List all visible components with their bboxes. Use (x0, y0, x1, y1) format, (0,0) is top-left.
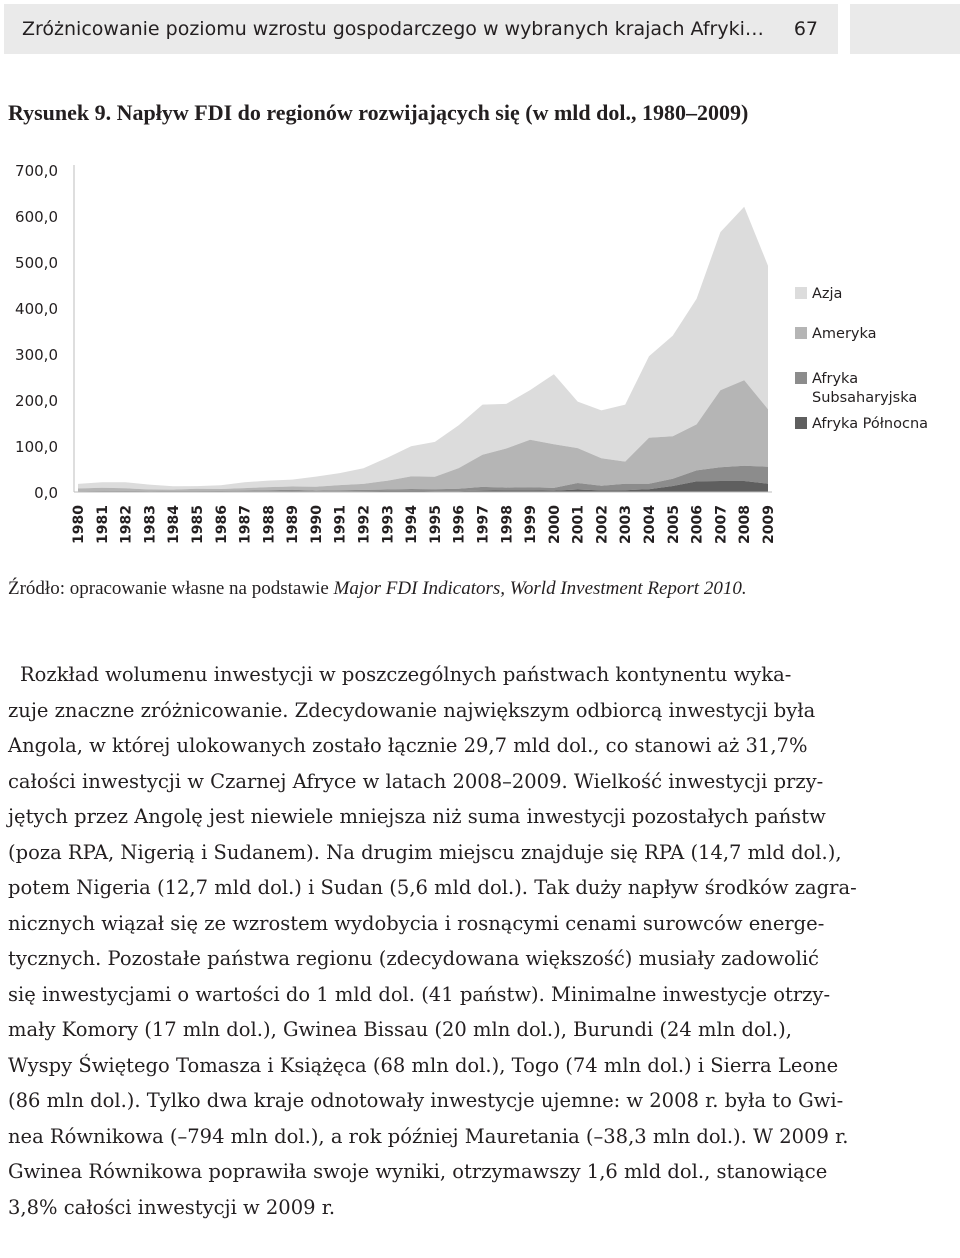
figure-source (8, 578, 747, 600)
y-tick-label: 700,0 (15, 162, 58, 180)
header-decoration (850, 4, 960, 54)
legend-label: Ameryka (812, 326, 877, 342)
x-tick-label: 1995 (427, 505, 444, 544)
paragraph-text (8, 657, 952, 1225)
y-tick-label: 300,0 (15, 346, 58, 364)
legend-swatch (795, 327, 807, 339)
x-tick-label: 1989 (285, 505, 302, 544)
legend-swatch (795, 287, 807, 299)
x-tick-label: 2008 (737, 505, 754, 544)
legend-item (795, 416, 928, 432)
x-tick-label: 2004 (642, 505, 658, 544)
running-header (4, 4, 838, 54)
x-tick-label: 1999 (523, 505, 540, 544)
running-title: Zróżnicowanie poziomu wzrostu gospodarczego w wybranych krajach Afryki… (22, 18, 764, 40)
y-tick-label: 400,0 (15, 300, 58, 318)
paragraph-line: Wyspy Świętego Tomasza i Książęca (68 mln dol.), Togo (74 mln dol.) i Sierra Leone (8, 1053, 839, 1077)
source-prefix: Źródło: opracowanie własne na podstawie (8, 578, 334, 599)
x-tick-label: 2002 (594, 505, 611, 544)
x-tick-label: 2009 (761, 505, 777, 544)
paragraph-line: 3,8% całości inwestycji w 2009 r. (8, 1195, 336, 1219)
legend-item (795, 286, 842, 302)
chart-legend (795, 286, 928, 432)
x-tick-label: 1980 (71, 505, 87, 544)
x-tick-label: 2007 (713, 505, 730, 544)
paragraph-line: jętych przez Angolę jest niewiele mniejsza niż suma inwestycji pozostałych państw (8, 805, 826, 828)
x-tick-label: 1998 (499, 505, 516, 544)
legend-label: Subsaharyjska (812, 390, 918, 406)
y-tick-label: 0,0 (34, 484, 58, 502)
paragraph-line: Angola, w której ulokowanych zostało łącznie 29,7 mld dol., co stanowi aż 31,7% (8, 734, 808, 757)
x-tick-label: 1982 (118, 505, 135, 544)
paragraph-line: (86 mln dol.). Tylko dwa kraje odnotowały inwestycje ujemne: w 2008 r. była to Gwi- (8, 1089, 844, 1112)
paragraph-line: Rozkład wolumenu inwestycji w poszczególnych państwach kontynentu wyka- (20, 663, 792, 686)
x-tick-label: 1981 (94, 505, 111, 544)
paragraph-line: potem Nigeria (12,7 mld dol.) i Sudan (5,6 mld dol.). Tak duży napływ środków zagra- (8, 876, 857, 899)
paragraph-line: (poza RPA, Nigerią i Sudanem). Na drugim miejscu znajduje się RPA (14,7 mld dol.), (8, 840, 842, 864)
legend-item (795, 371, 917, 406)
y-tick-label: 200,0 (15, 392, 58, 410)
paragraph-line: się inwestycjami o wartości do 1 mld dol. (41 państw). Minimalne inwestycje otrzy- (8, 982, 831, 1006)
paragraph-line: całości inwestycji w Czarnej Afryce w latach 2008–2009. Wielkość inwestycji przy- (8, 769, 824, 793)
x-tick-label: 2000 (546, 505, 563, 544)
legend-label: Afryka Północna (812, 416, 929, 432)
legend-swatch (795, 372, 807, 384)
body-paragraph (8, 657, 952, 1225)
x-tick-label: 1983 (142, 505, 159, 544)
y-tick-label: 500,0 (15, 254, 58, 272)
x-tick-label: 2003 (618, 505, 635, 544)
x-tick-label: 1986 (213, 505, 230, 544)
x-tick-label: 1997 (475, 505, 492, 544)
y-tick-label: 600,0 (15, 208, 58, 226)
x-tick-label: 1996 (451, 505, 468, 544)
figure-title: Rysunek 9. Napływ FDI do regionów rozwijających się (w mld dol., 1980–2009) (8, 100, 749, 125)
legend-label: Afryka (812, 371, 859, 387)
paragraph-line: zuje znaczne zróżnicowanie. Zdecydowanie największym odbiorcą inwestycji była (8, 698, 816, 722)
x-tick-label: 2005 (665, 505, 682, 544)
y-tick-label: 100,0 (15, 438, 58, 456)
legend-item (795, 326, 877, 342)
x-tick-label: 1992 (356, 505, 373, 544)
legend-label: Azja (812, 286, 843, 302)
x-tick-label: 2006 (689, 505, 706, 544)
paragraph-line: nea Równikowa (–794 mln dol.), a rok później Mauretania (–38,3 mln dol.). W 2009 r. (8, 1124, 849, 1148)
paragraph-line: nicznych wiązał się ze wzrostem wydobycia i rosnącymi cenami surowców energe- (8, 911, 825, 935)
chart-areas (78, 207, 768, 492)
paragraph-line: mały Komory (17 mln dol.), Gwinea Bissau (20 mln dol.), Burundi (24 mln dol.), (8, 1018, 792, 1041)
page-number: 67 (793, 18, 818, 40)
x-tick-label: 2001 (570, 505, 587, 544)
x-tick-label: 1994 (404, 505, 421, 544)
x-tick-label: 1988 (261, 505, 278, 544)
legend-swatch (795, 417, 807, 429)
x-tick-label: 1984 (166, 505, 183, 544)
x-tick-label: 1990 (308, 505, 325, 544)
x-tick-label: 1987 (237, 505, 254, 544)
x-tick-label: 1985 (190, 505, 206, 544)
paragraph-line: tycznych. Pozostałe państwa regionu (zdecydowana większość) musiały zadowolić (8, 947, 819, 970)
x-tick-label: 1993 (380, 505, 397, 544)
fdi-area-chart (0, 150, 960, 570)
paragraph-line: Gwinea Równikowa poprawiła swoje wyniki, otrzymawszy 1,6 mld dol., stanowiące (8, 1160, 828, 1183)
x-tick-label: 1991 (332, 505, 349, 544)
source-title: Major FDI Indicators, World Investment Report 2010. (333, 578, 747, 599)
